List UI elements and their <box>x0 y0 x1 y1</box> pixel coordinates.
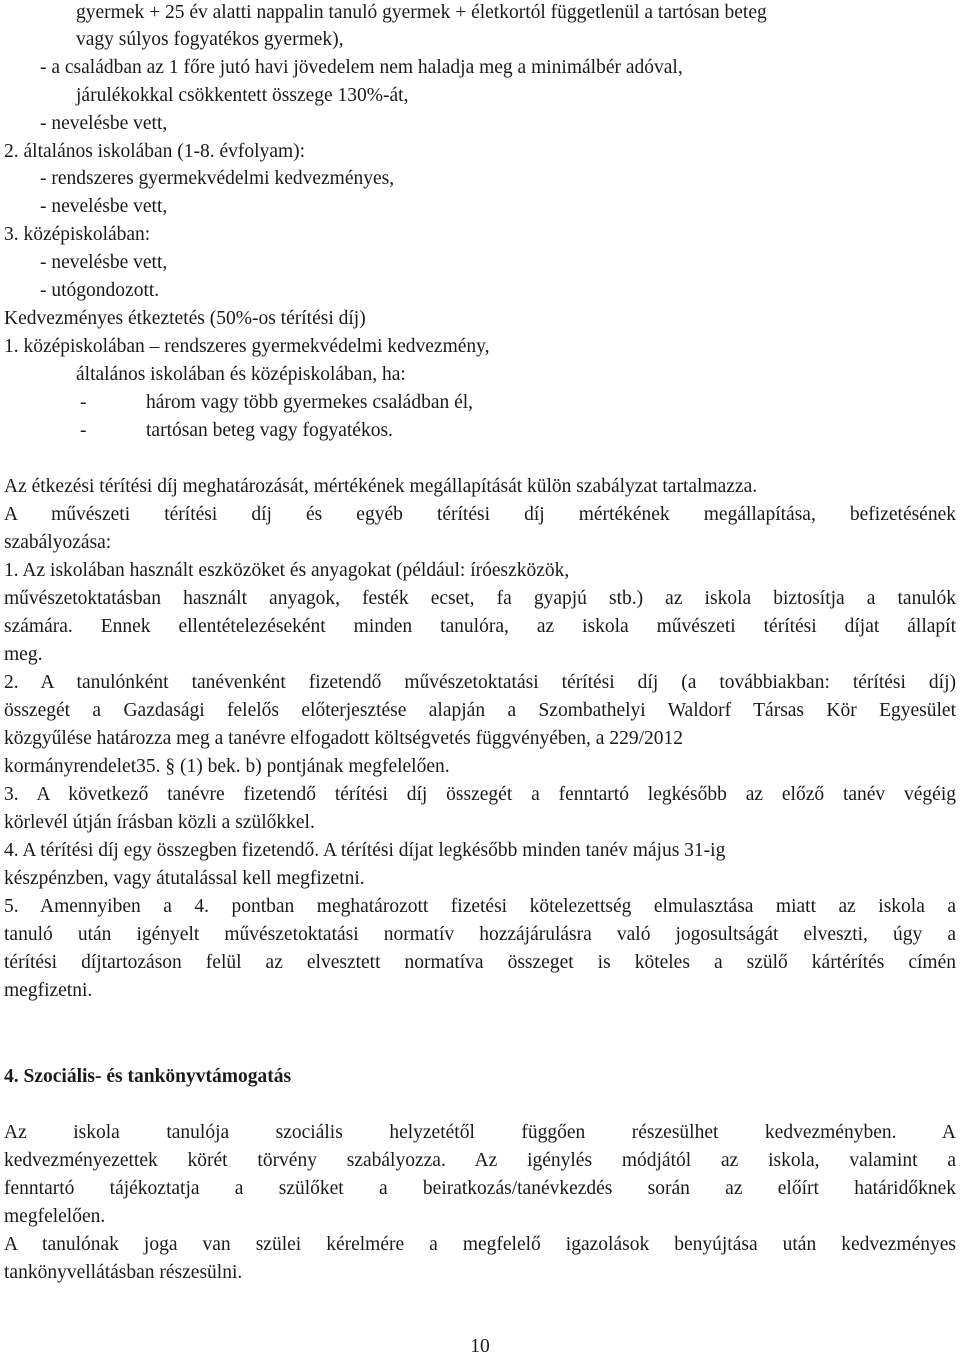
text-line: kedvezményezettek körét törvény szabályozza. Az igénylés módjától az iskola, valamint a <box>4 1150 956 1171</box>
text-line: tanuló után igényelt művészetoktatási normatív hozzájárulásra való jogosultságát elveszti, úgy a <box>4 924 956 945</box>
text-line: készpénzben, vagy átutalással kell megfizetni. <box>4 868 365 889</box>
text-line: Az iskola tanulója szociális helyzetétől függően részesülhet kedvezményben. A <box>4 1122 956 1143</box>
text-line: Az étkezési térítési díj meghatározását, mértékének megállapítását külön szabályzat tartalmazza. <box>4 476 758 497</box>
text-line: fenntartó tájékoztatja a szülőket a beiratkozás/tanévkezdés során az előírt határidőknek <box>4 1178 956 1199</box>
list-dash: - <box>80 420 87 441</box>
text-line: A tanulónak joga van szülei kérelmére a megfelelő igazolások benyújtása után kedvezményes <box>4 1234 956 1255</box>
text-line: közgyűlése határozza meg a tanévre elfogadott költségvetés függvényében, a 229/2012 <box>4 728 683 749</box>
text-line: - utógondozott. <box>40 280 160 301</box>
text-line: 4. A térítési díj egy összegben fizetendő. A térítési díjat legkésőbb minden tanév május 31-ig <box>4 840 726 861</box>
list-dash: - <box>80 392 87 413</box>
text-line: tartósan beteg vagy fogyatékos. <box>146 420 393 441</box>
subheading: Kedvezményes étkeztetés (50%-os térítési díj) <box>4 308 366 329</box>
text-line: vagy súlyos fogyatékos gyermek), <box>76 29 344 50</box>
text-line: tankönyvellátásban részesülni. <box>4 1262 243 1283</box>
text-line: szabályozása: <box>4 532 112 553</box>
text-line: meg. <box>4 644 43 665</box>
text-line: 2. A tanulónként tanévenként fizetendő művészetoktatási térítési díj (a továbbiakban: térítési díj) <box>4 672 956 693</box>
text-line: összegét a Gazdasági felelős előterjesztése alapján a Szombathelyi Waldorf Társas Kör Egyesület <box>4 700 956 721</box>
text-line: 5. Amennyiben a 4. pontban meghatározott fizetési kötelezettség elmulasztása miatt az iskola a <box>4 896 956 917</box>
page-number: 10 <box>470 1336 490 1357</box>
text-line: megfizetni. <box>4 980 93 1001</box>
text-line: gyermek + 25 év alatti nappalin tanuló gyermek + életkortól függetlenül a tartósan beteg <box>76 2 767 23</box>
text-line: járulékokkal csökkentett összege 130%-át, <box>76 85 409 106</box>
text-line: 2. általános iskolában (1-8. évfolyam): <box>4 141 306 162</box>
text-line: térítési díjtartozáson felül az elvesztett normatíva összeget is köteles a szülő kártérítés címén <box>4 952 956 973</box>
text-line: - nevelésbe vett, <box>40 113 168 134</box>
text-line: körlevél útján írásban közli a szülőkkel. <box>4 812 315 833</box>
text-line: megfelelően. <box>4 1206 106 1227</box>
text-line: három vagy több gyermekes családban él, <box>146 392 474 413</box>
text-line: A művészeti térítési díj és egyéb térítési díj mértékének megállapítása, befizetésének <box>4 504 956 525</box>
text-line: 3. A következő tanévre fizetendő térítési díj összegét a fenntartó legkésőbb az előző tanév végéig <box>4 784 956 805</box>
text-line: számára. Ennek ellentételezéseként minden tanulóra, az iskola művészeti térítési díjat állapít <box>4 616 956 637</box>
text-line: általános iskolában és középiskolában, ha: <box>76 364 406 385</box>
text-line: művészetoktatásban használt anyagok, festék ecset, fa gyapjú stb.) az iskola biztosítja a tanulók <box>4 588 956 609</box>
text-line: - rendszeres gyermekvédelmi kedvezményes, <box>40 168 395 189</box>
text-line: 1. Az iskolában használt eszközöket és anyagokat (például: íróeszközök, <box>4 560 570 581</box>
section-heading: 4. Szociális- és tankönyvtámogatás <box>4 1066 292 1087</box>
text-line: 3. középiskolában: <box>4 224 151 245</box>
text-line: - nevelésbe vett, <box>40 196 168 217</box>
text-line: - a családban az 1 főre jutó havi jövedelem nem haladja meg a minimálbér adóval, <box>40 57 683 78</box>
text-line: - nevelésbe vett, <box>40 252 168 273</box>
text-line: 1. középiskolában – rendszeres gyermekvédelmi kedvezmény, <box>4 336 490 357</box>
text-line: kormányrendelet35. § (1) bek. b) pontjának megfelelően. <box>4 756 450 777</box>
